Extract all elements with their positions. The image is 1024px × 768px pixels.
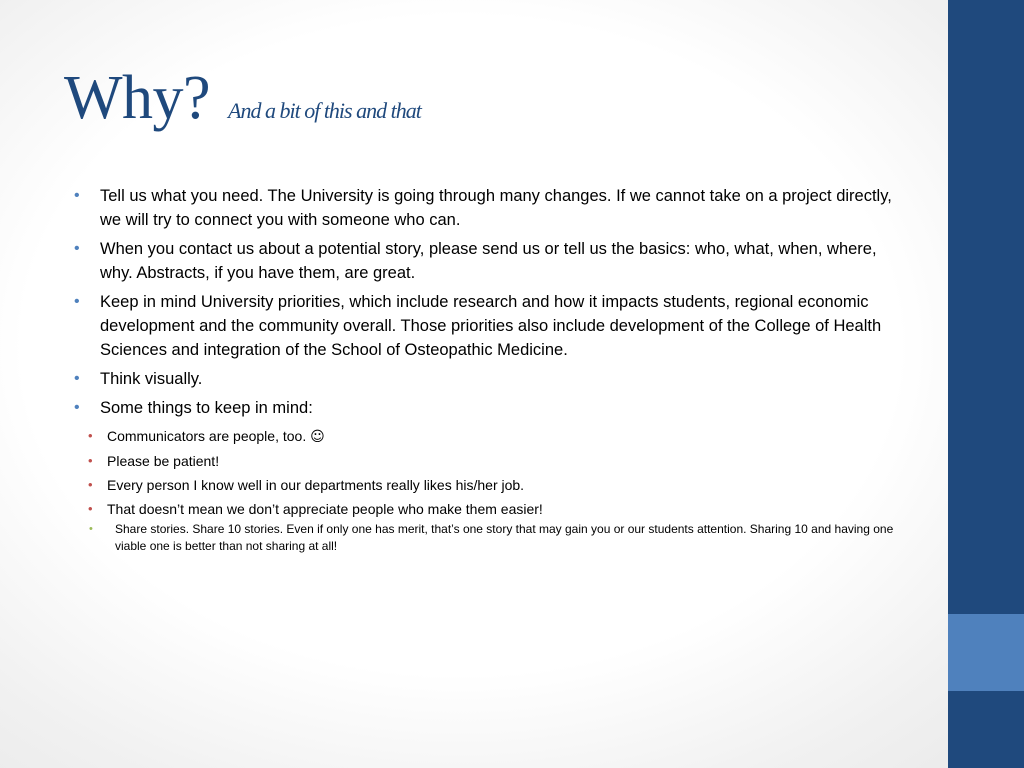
side-accent-block [948,614,1024,691]
bullet-item: • Keep in mind University priorities, which include research and how it impacts students, regional economic development and the community overall. Those priorities also include development of the College of Health Sciences and integration of the School of Osteopathic Medicine. [74,290,894,362]
bullet-list [74,184,894,555]
bullet-item: • Tell us what you need. The University is going through many changes. If we cannot take on a project directly, we will try to connect you with someone who can. [74,184,894,232]
sub-bullet-text: That doesn’t mean we don’t appreciate people who make them easier! [107,501,543,517]
title-subtitle: And a bit of this and that [228,98,421,123]
bullet-item: • When you contact us about a potential story, please send us or tell us the basics: who, what, when, where, why. Abstracts, if you have them, are great. [74,237,894,285]
bullet-item-text: Some things to keep in mind: [100,399,313,417]
slide-title [64,60,421,136]
sub-bullet-list [100,426,894,555]
smiley-face-icon: ☺ [310,429,325,445]
sub-bullet-item: • Every person I know well in our departments really likes his/her job. [74,475,894,495]
sub-bullet-item [74,426,894,447]
bullet-item: • Think visually. [74,367,894,391]
bullet-item-with-sublist [74,396,894,555]
sub-sub-bullet-list [107,521,894,555]
side-decoration-bar [948,0,1024,768]
slide-content [74,184,894,560]
sub-bullet-item: • Please be patient! [74,451,894,471]
title-main: Why? [64,64,211,132]
sub-bullet-item-with-sublist [74,499,894,555]
sub-bullet-text: Communicators are people, too. [107,428,307,444]
sub-sub-bullet-item: • Share stories. Share 10 stories. Even if only one has merit, that’s one story that may gain you or our students attention. Sharing 10 and having one viable one is better than not sharing at all! [74,521,894,555]
